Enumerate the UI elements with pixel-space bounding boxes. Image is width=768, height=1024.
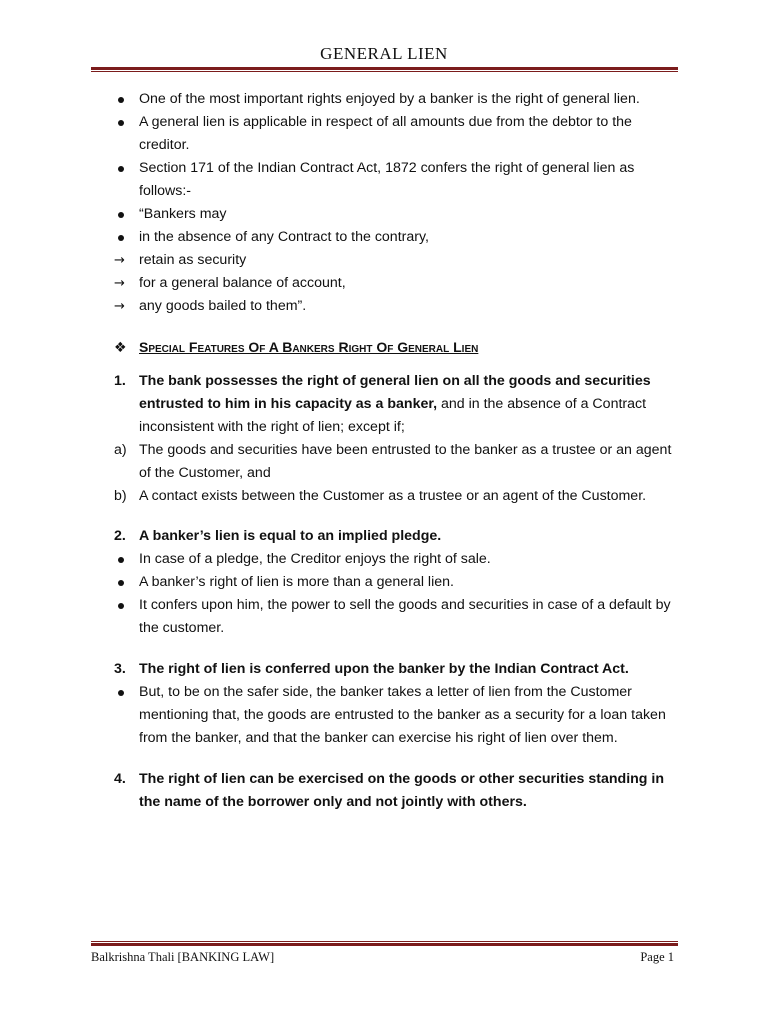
page-title: GENERAL LIEN	[320, 44, 448, 63]
numbered-point-2: 2. A banker’s lien is equal to an implied pledge.	[114, 528, 442, 544]
list-item: in the absence of any Contract to the contrary,	[139, 229, 429, 245]
numbered-point-4: 4. The right of lien can be exercised on the goods or other securities standing in the name of the borrower only and not jointly with others.	[114, 771, 665, 810]
list-item: → retain as security	[114, 249, 674, 272]
arrow-right-icon: →	[114, 276, 125, 291]
list-item: A banker’s right of lien is more than a general lien.	[139, 574, 454, 590]
section-heading: ❖ Special Features Of A Bankers Right Of General Lien	[114, 336, 674, 360]
numbered-point-1: 1. The bank possesses the right of general lien on all the goods and securities entrusted to him in his capacity as a banker, and in the absence of a Contract inconsistent with the right of lien; except if;	[114, 373, 651, 435]
intro-list	[114, 88, 674, 318]
list-item: b) A contact exists between the Customer as a trustee or an agent of the Customer.	[114, 488, 647, 504]
header-rule	[91, 67, 678, 72]
document-body	[114, 88, 674, 814]
list-item: → for a general balance of account,	[114, 272, 674, 295]
footer-author: Balkrishna Thali [BANKING LAW]	[91, 950, 275, 964]
list-item: → any goods bailed to them”.	[114, 295, 674, 318]
list-item: It confers upon him, the power to sell the goods and securities in case of a default by the customer.	[139, 597, 671, 636]
list-item: A general lien is applicable in respect of all amounts due from the debtor to the creditor.	[139, 114, 632, 153]
footer-rule	[91, 941, 678, 946]
list-item: One of the most important rights enjoyed by a banker is the right of general lien.	[139, 91, 640, 107]
numbered-point-3: 3. The right of lien is conferred upon the banker by the Indian Contract Act.	[114, 661, 629, 677]
list-item: But, to be on the safer side, the banker takes a letter of lien from the Customer mentioning that, the goods are entrusted to the banker as a security for a loan taken from the banker, and that the banker can exercise his right of lien over them.	[139, 684, 666, 746]
diamond-bullet-icon: ❖	[114, 339, 127, 355]
list-item: Section 171 of the Indian Contract Act, 1872 confers the right of general lien as follows:-	[139, 160, 635, 199]
arrow-right-icon: →	[114, 253, 125, 268]
arrow-right-icon: →	[114, 299, 125, 314]
list-item: “Bankers may	[139, 206, 227, 222]
list-item: a) The goods and securities have been entrusted to the banker as a trustee or an agent of the Customer, and	[114, 442, 672, 481]
list-item: In case of a pledge, the Creditor enjoys the right of sale.	[139, 551, 491, 567]
page-number: Page 1	[640, 950, 674, 964]
